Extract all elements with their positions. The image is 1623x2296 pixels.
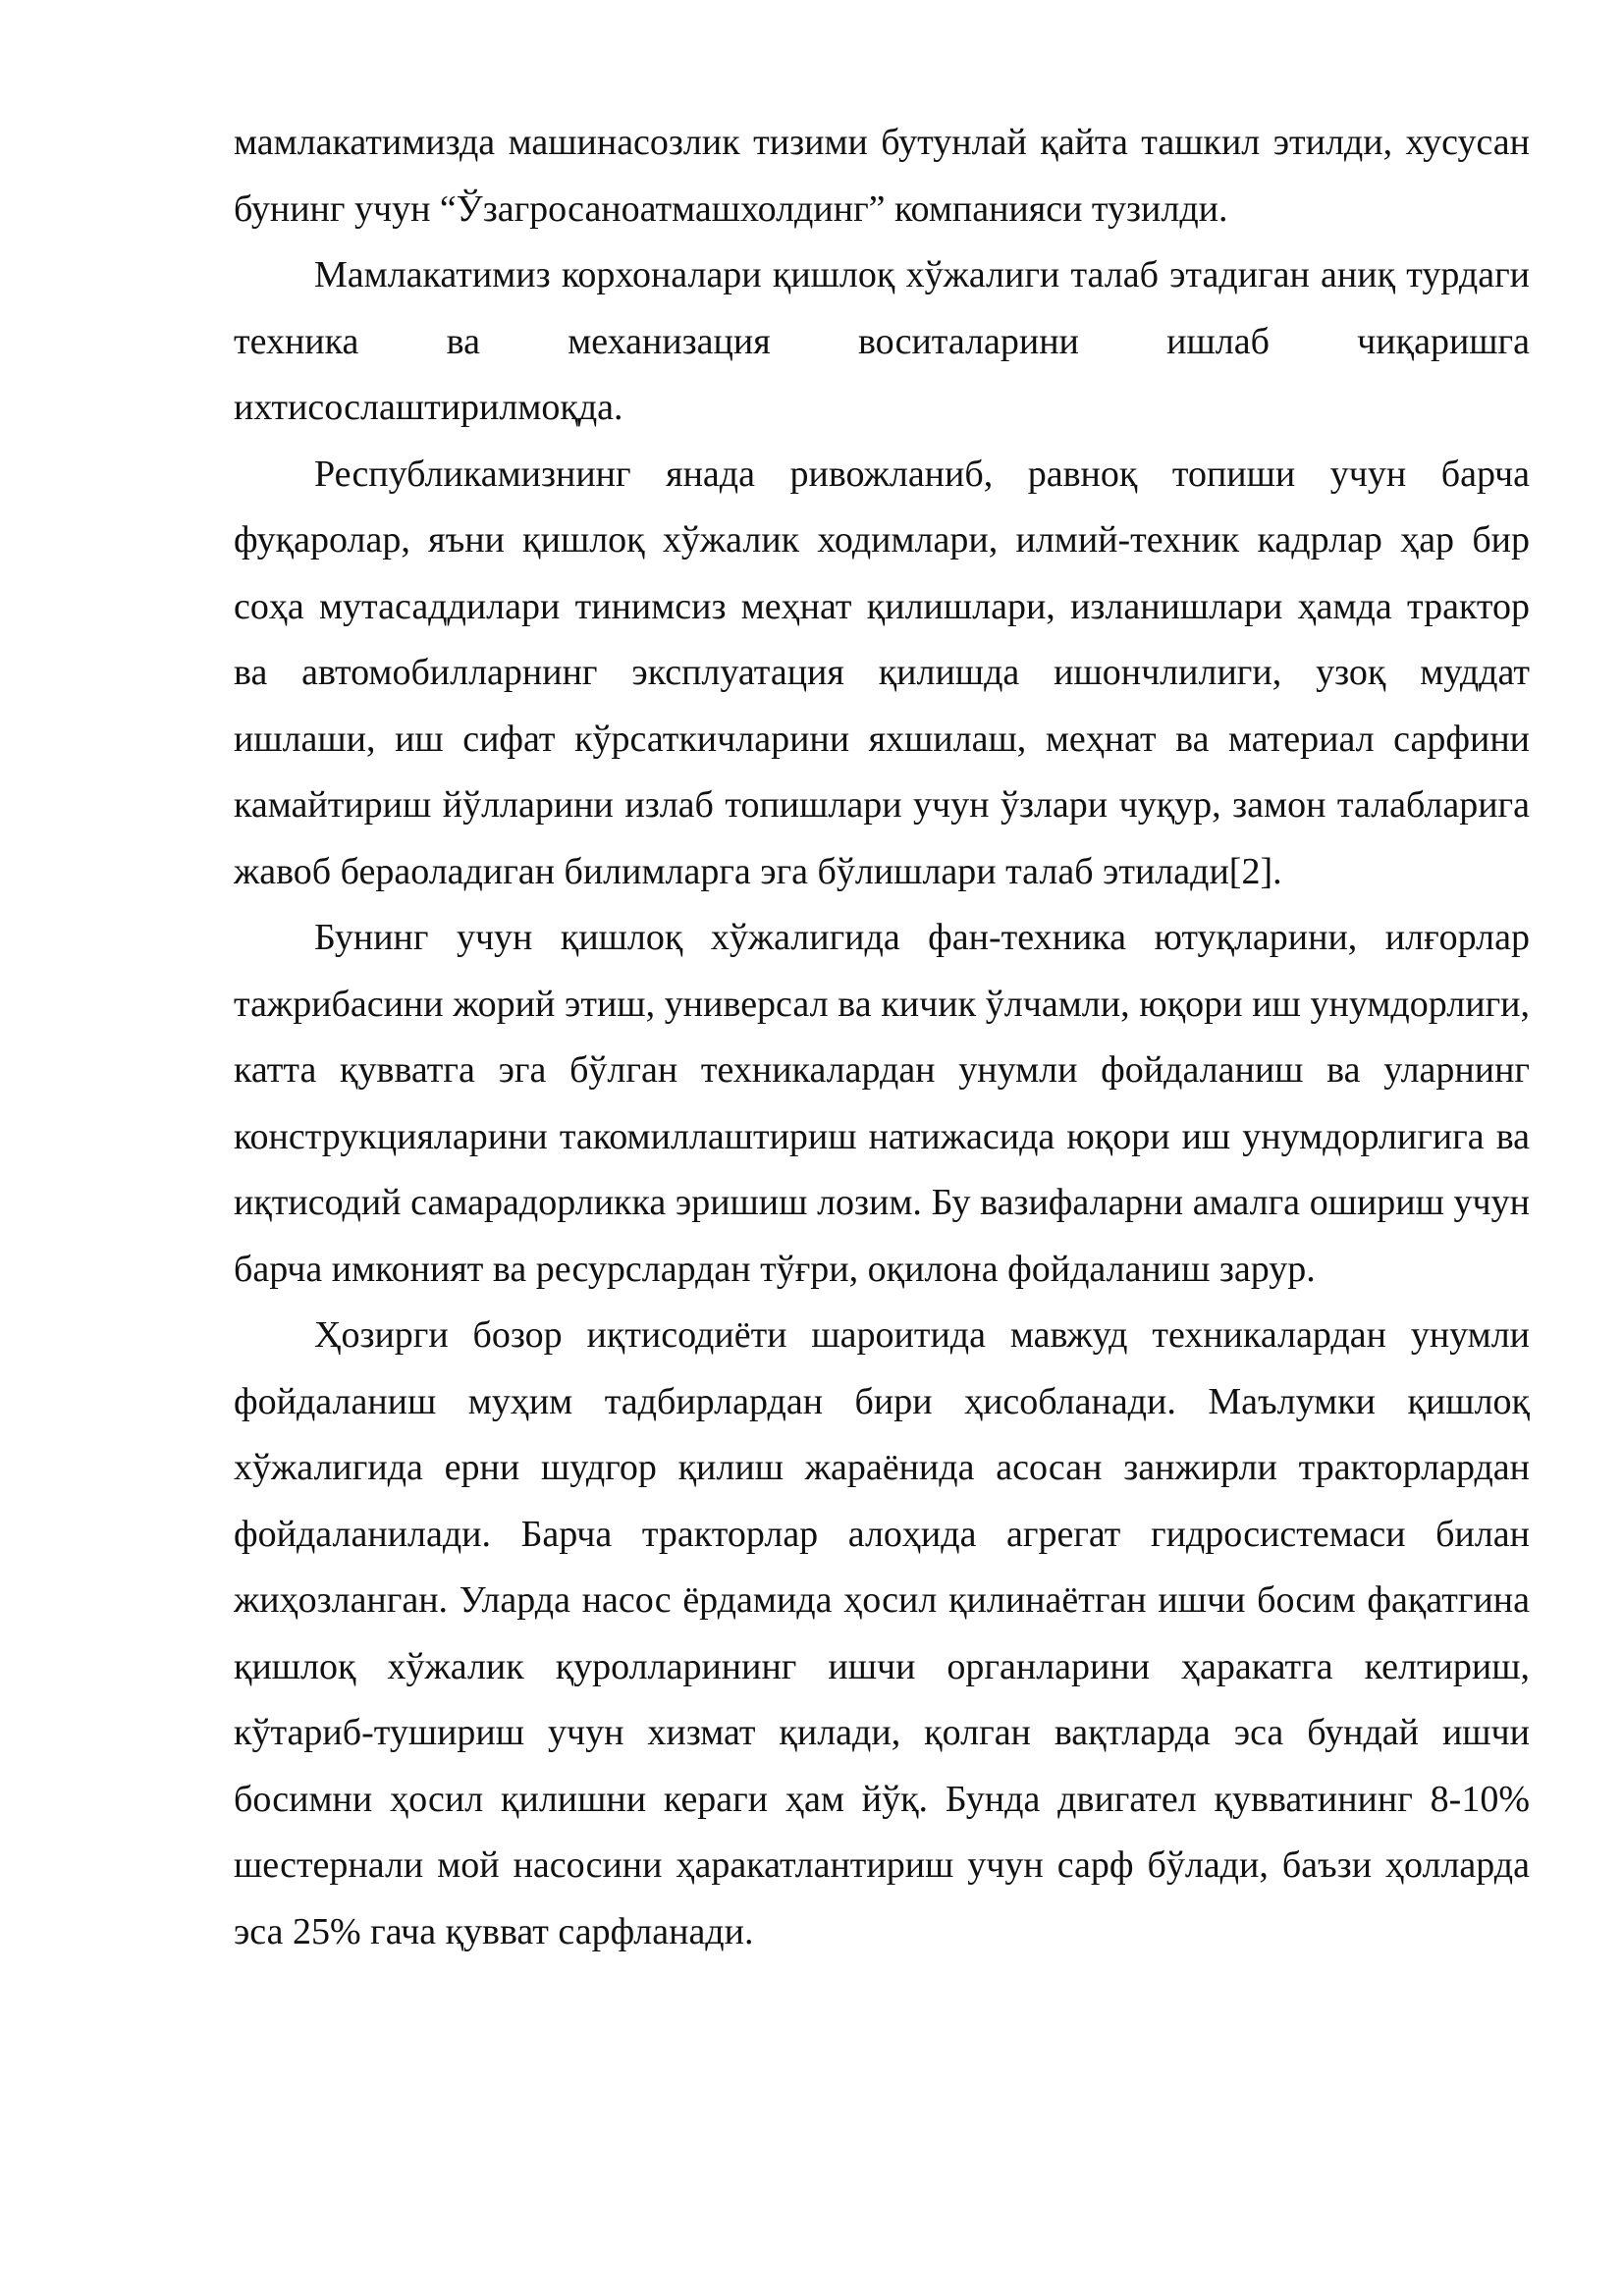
paragraph-1: мамлакатимизда машинасозлик тизими бутунлай қайта ташкил этилди, хусусан бунинг учун “Ўзагросаноатмашхолдинг” компанияси тузилди. — [234, 122, 1530, 230]
paragraph-3: Республикамизнинг янада ривожланиб, равноқ топиши учун барча фуқаролар, яъни қишлоқ хўжалик ходимлари, илмий-техник кадрлар ҳар бир соҳа мутасаддилари тинимсиз меҳнат қилишлари, изланишлари ҳамда трактор ва автомобилларнинг эксплуатация қилишда ишончлилиги, узоқ муддат ишлаши, иш сифат кўрсаткичларини яхшилаш, меҳнат ва материал сарфини камайтириш йўлларини излаб топишлари учун ўзлари чуқур, замон талабларига жавоб бераоладиган билимларга эга бўлишлари талаб этилади[2]. — [234, 453, 1530, 892]
document-page — [234, 110, 1530, 1965]
paragraph-5: Ҳозирги бозор иқтисодиёти шароитида мавжуд техникалардан унумли фойдаланиш муҳим тадбирлардан бири ҳисобланади. Маълумки қишлоқ хўжалигида ерни шудгор қилиш жараёнида асосан занжирли тракторлардан фойдаланилади. Барча тракторлар алоҳида агрегат гидросистемаси билан жиҳозланган. Уларда насос ёрдамида ҳосил қилинаётган ишчи босим фақатгина қишлоқ хўжалик қуролларининг ишчи органларини ҳаракатга келтириш, кўтариб-тушириш учун хизмат қилади, қолган вақтларда эса бундай ишчи босимни ҳосил қилишни кераги ҳам йўқ. Бунда двигател қувватининг 8-10% шестернали мой насосини ҳаракатлантириш учун сарф бўлади, баъзи ҳолларда эса 25% гача қувват сарфланади. — [234, 1314, 1530, 1952]
paragraph-4: Бунинг учун қишлоқ хўжалигида фан-техника ютуқларини, илғорлар тажрибасини жорий этиш, универсал ва кичик ўлчамли, юқори иш унумдорлиги, катта қувватга эга бўлган техникалардан унумли фойдаланиш ва уларнинг конструкцияларини такомиллаштириш натижасида юқори иш унумдорлигига ва иқтисодий самарадорликка эришиш лозим. Бу вазифаларни амалга ошириш учун барча имконият ва ресурслардан тўғри, оқилона фойдаланиш зарур. — [234, 917, 1530, 1290]
paragraph-2: Мамлакатимиз корхоналари қишлоқ хўжалиги талаб этадиган аниқ турдаги техника ва механизация воситаларини ишлаб чиқаришга ихтисослаштирилмоқда. — [234, 254, 1530, 428]
